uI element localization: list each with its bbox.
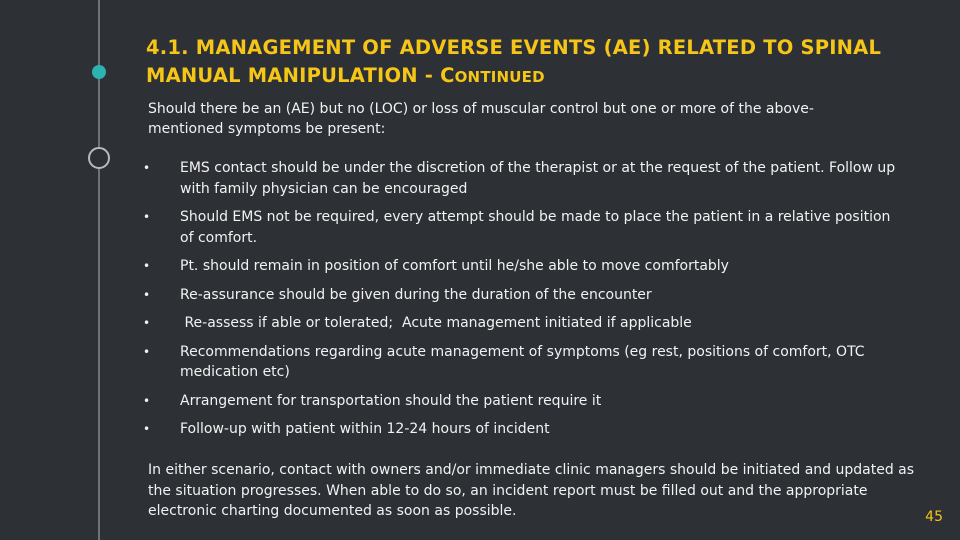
list-item-text: Pt. should remain in position of comfort until he/she able to move comfortably [180, 258, 729, 274]
timeline-line [98, 0, 100, 540]
list-item [140, 391, 900, 412]
list-item-text: Arrangement for transportation should the patient require it [180, 392, 602, 409]
list-item-text: EMS contact should be under the discretion of the therapist or at the request of the patient. Follow up with family physician can be encouraged [180, 160, 896, 197]
page-number: 45 [925, 509, 943, 525]
bullet-icon: • [143, 210, 151, 224]
list-item [140, 158, 900, 199]
closing-text: In either scenario, contact with owners and/or immediate clinic managers should be initiated and updated as the situation progresses. When able to do so, an incident report must be filled out and the appropriate electronic charting documented as soon as possible. [148, 462, 915, 519]
bullet-icon: • [143, 259, 151, 273]
bullet-icon: • [143, 422, 151, 436]
intro-text: Should there be an (AE) but no (LOC) or loss of muscular control but one or more of the above-mentioned symptoms be present: [148, 101, 814, 137]
timeline-dot-filled-icon [92, 65, 106, 79]
bullet-icon: • [143, 316, 151, 330]
list-item-text: Re-assurance should be given during the duration of the encounter [180, 286, 652, 303]
list-item-text: Should EMS not be required, every attempt should be made to place the patient in a relative position of comfort. [180, 209, 891, 246]
title-continued-initial: C [440, 64, 455, 87]
title-continued-rest: ONTINUED [454, 68, 545, 86]
list-item [140, 207, 900, 248]
list-item [140, 313, 900, 334]
bullet-icon: • [143, 161, 151, 175]
list-item-text: Follow-up with patient within 12-24 hours of incident [180, 421, 550, 437]
list-item [140, 285, 900, 306]
list-item-text: Recommendations regarding acute management of symptoms (eg rest, positions of comfort, OTC medication etc) [180, 343, 865, 380]
bullet-icon: • [143, 344, 151, 359]
list-item [140, 256, 900, 277]
list-item [140, 419, 900, 440]
bullet-list [140, 158, 900, 448]
bullet-icon: • [143, 287, 151, 302]
list-item [140, 342, 900, 383]
timeline-dot-ring-icon [88, 147, 110, 169]
title-main: 4.1. MANAGEMENT OF ADVERSE EVENTS (AE) RELATED TO SPINAL MANUAL MANIPULATION - [146, 36, 882, 87]
bullet-icon: • [143, 393, 151, 408]
slide-title [146, 34, 926, 91]
list-item-text: Re-assess if able or tolerated; Acute management initiated if applicable [180, 315, 692, 331]
